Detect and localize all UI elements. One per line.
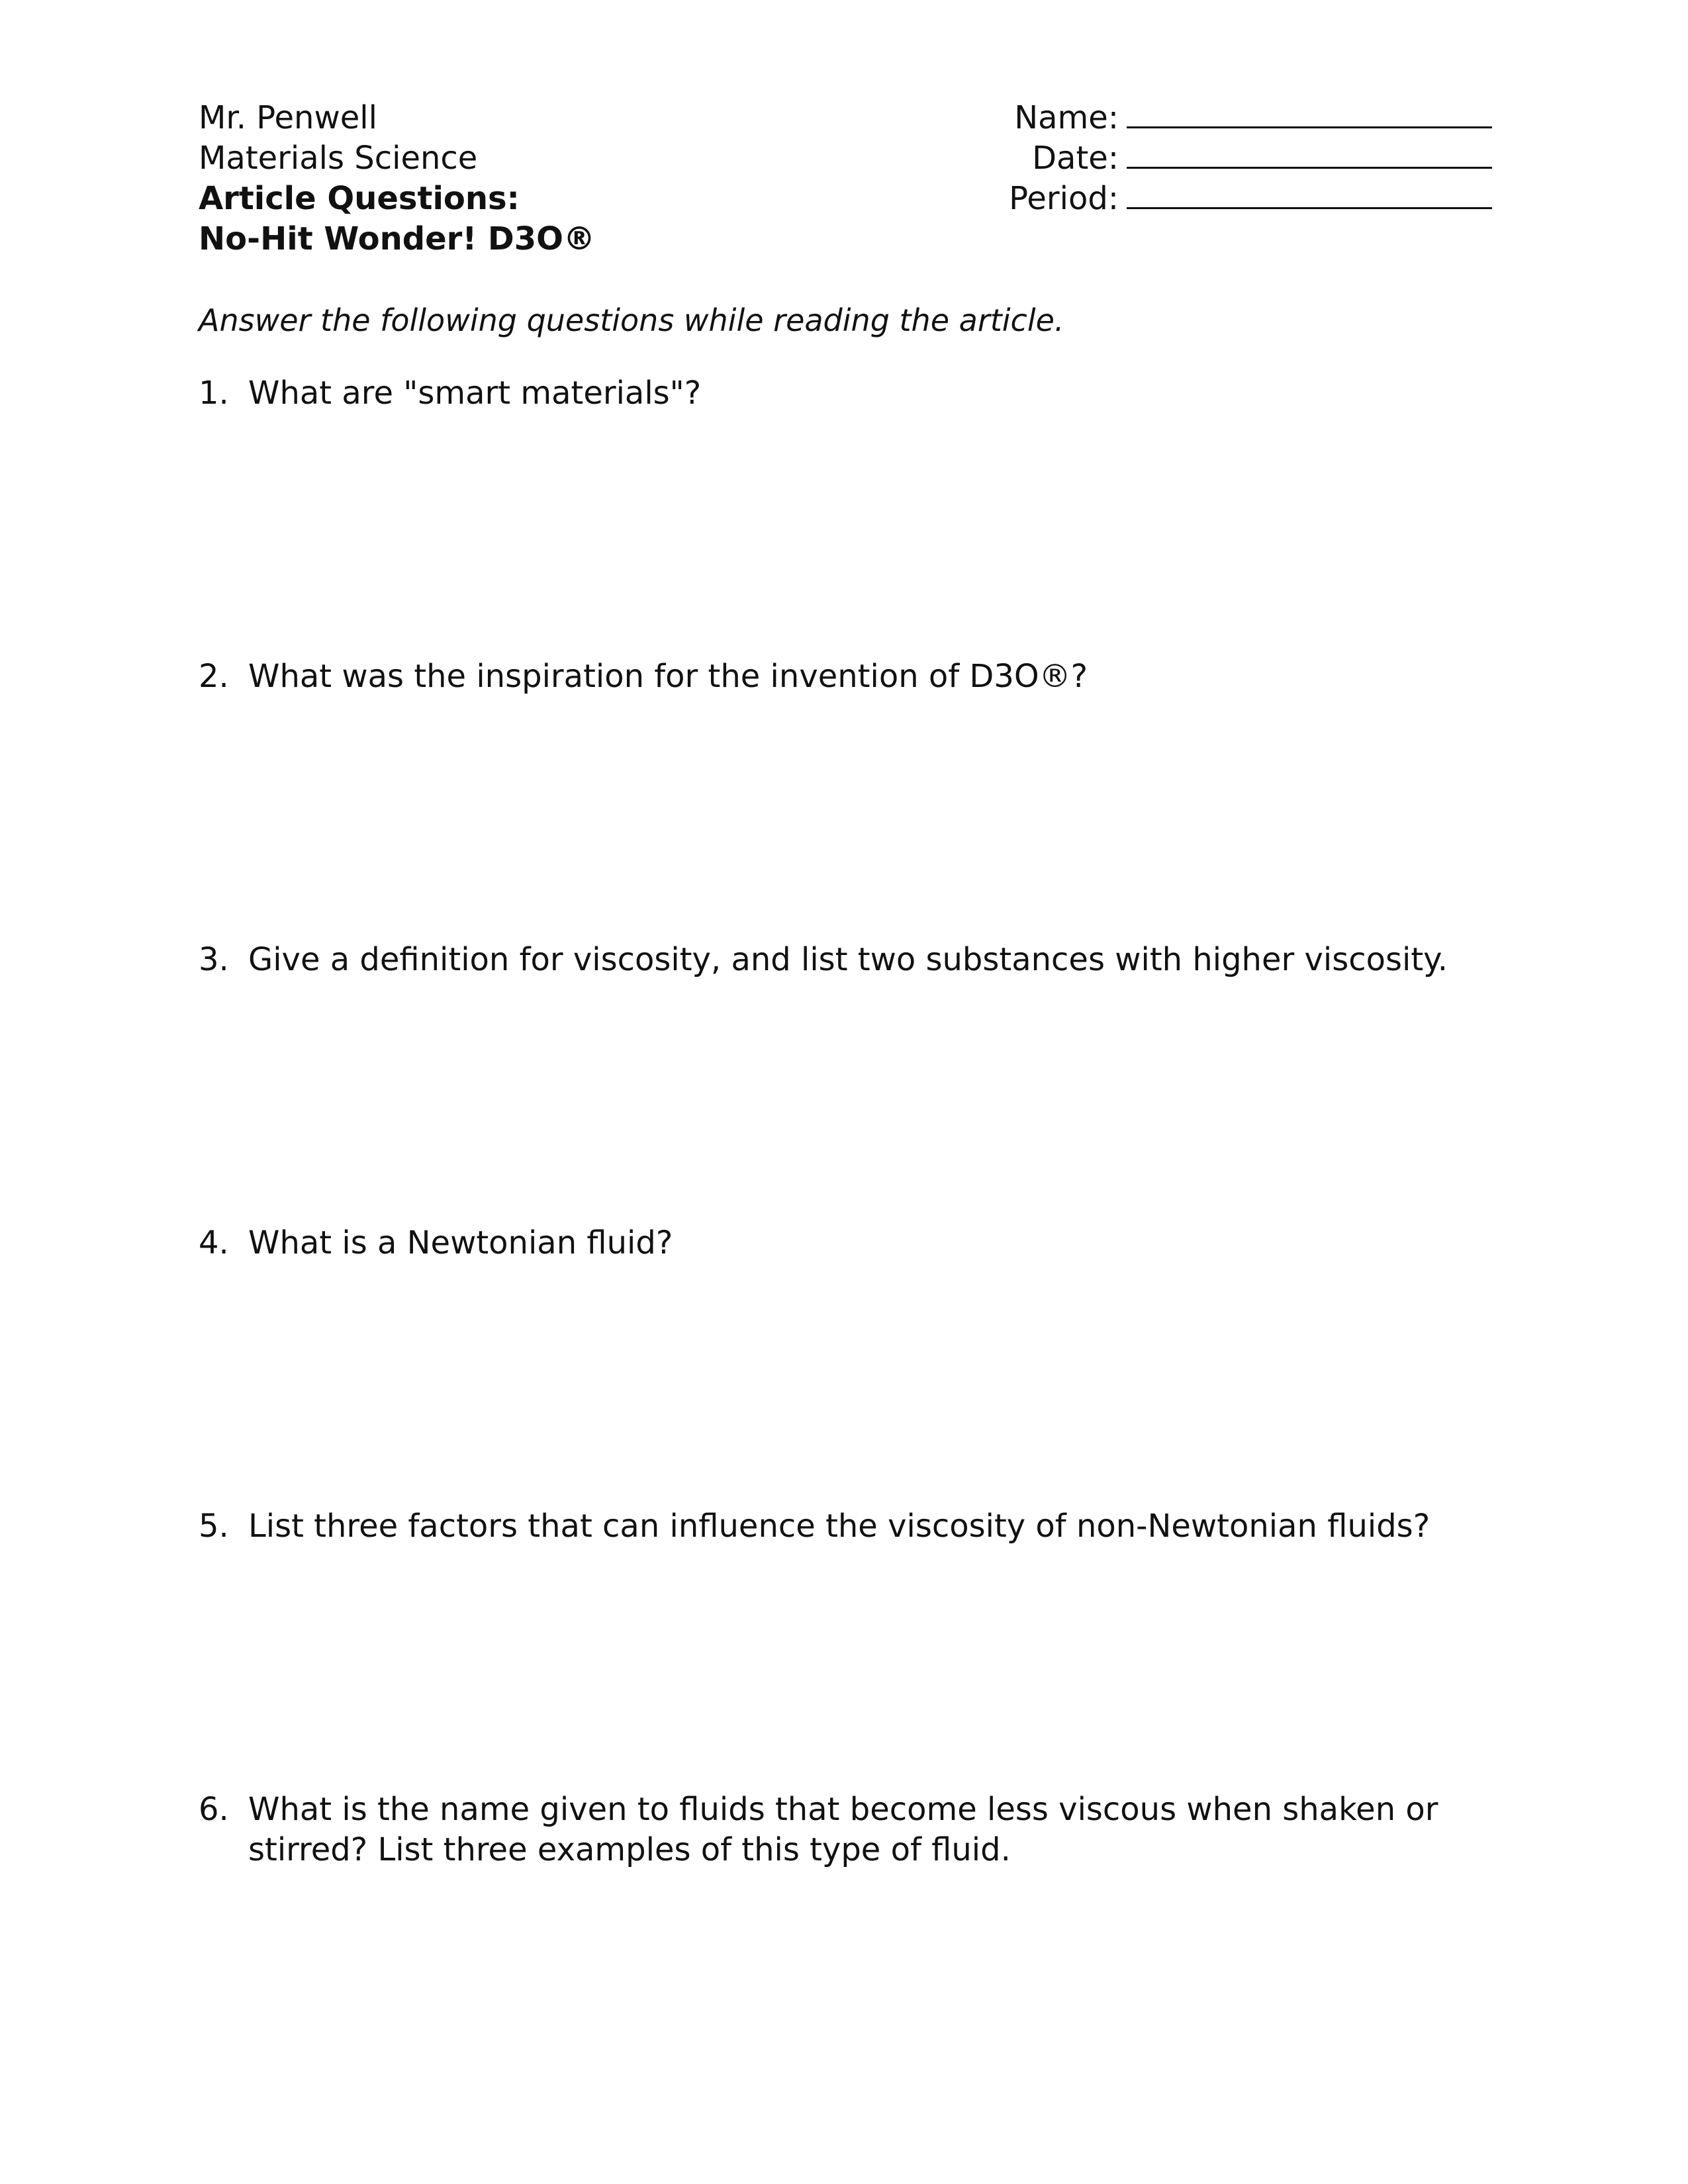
question-number: 5. bbox=[199, 1508, 229, 1545]
question-number: 2. bbox=[199, 658, 229, 695]
period-field bbox=[914, 179, 1496, 219]
question-number: 4. bbox=[199, 1224, 229, 1261]
assignment-type: Article Questions: bbox=[199, 180, 520, 217]
student-info-fields bbox=[914, 98, 1496, 219]
date-label: Date: bbox=[1032, 140, 1119, 177]
question-text: What are "smart materials"? bbox=[248, 375, 702, 412]
question-item bbox=[199, 1790, 1489, 1870]
name-label: Name: bbox=[1014, 99, 1119, 136]
question-text: What is the name given to fluids that become less viscous when shaken or stirred? List three examples of this type of fluid. bbox=[248, 1791, 1438, 1868]
instructions: Answer the following questions while reading the article. bbox=[199, 302, 1064, 338]
course-name: Materials Science bbox=[199, 140, 478, 177]
question-number: 1. bbox=[199, 375, 229, 412]
period-label: Period: bbox=[1009, 180, 1119, 217]
question-item bbox=[199, 373, 1489, 414]
question-text: Give a definition for viscosity, and list two substances with higher viscosity. bbox=[248, 941, 1448, 978]
question-number: 6. bbox=[199, 1791, 229, 1828]
question-number: 3. bbox=[199, 941, 229, 978]
date-blank[interactable] bbox=[1127, 140, 1492, 169]
name-field bbox=[914, 98, 1496, 138]
question-text: What was the inspiration for the invention of D3O®? bbox=[248, 658, 1088, 695]
period-blank[interactable] bbox=[1127, 180, 1492, 209]
date-field bbox=[914, 138, 1496, 179]
name-blank[interactable] bbox=[1127, 99, 1492, 128]
worksheet-header bbox=[199, 98, 861, 259]
article-title: No-Hit Wonder! D3O® bbox=[199, 220, 595, 257]
question-text: List three factors that can influence the viscosity of non-Newtonian fluids? bbox=[248, 1508, 1430, 1545]
question-text: What is a Newtonian fluid? bbox=[248, 1224, 673, 1261]
question-item bbox=[199, 657, 1489, 697]
question-item bbox=[199, 1506, 1489, 1547]
question-item bbox=[199, 940, 1489, 980]
teacher-name: Mr. Penwell bbox=[199, 99, 377, 136]
question-item bbox=[199, 1223, 1489, 1263]
